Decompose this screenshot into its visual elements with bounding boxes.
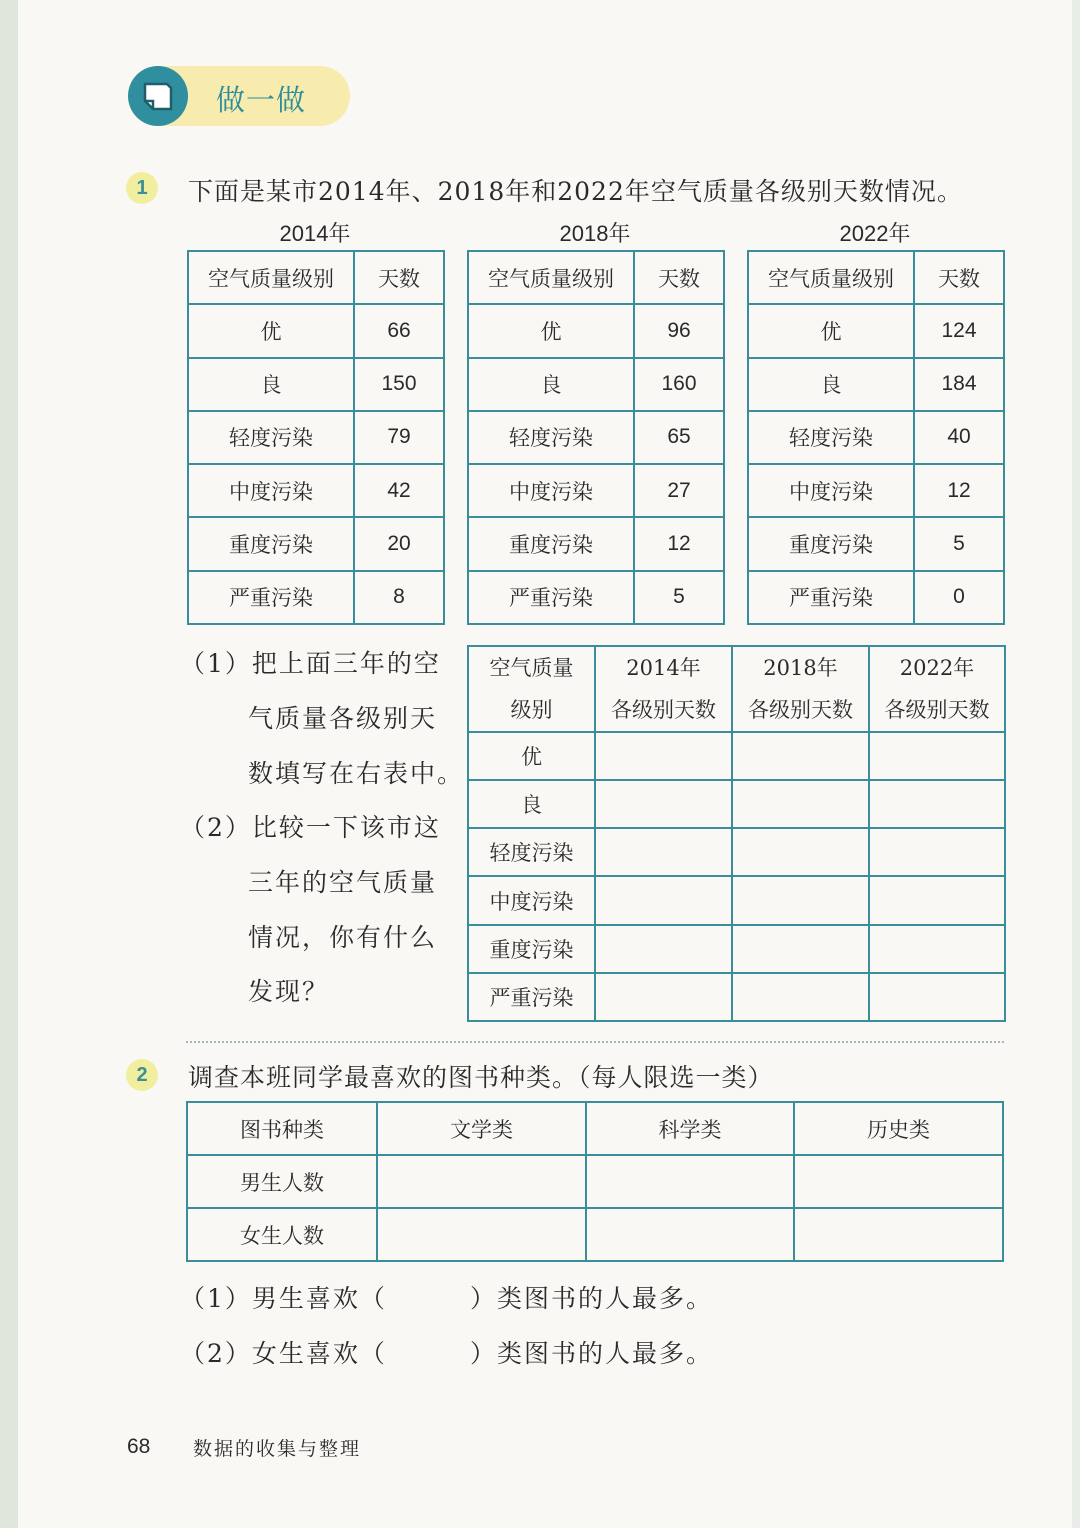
book-survey-table [186, 1101, 1004, 1262]
year-table-row [188, 464, 444, 517]
year-table-title: 2014年 [279, 221, 351, 246]
day-count: 42 [354, 464, 444, 517]
air-quality-level: 优 [468, 304, 634, 357]
combined-header-2022 [869, 646, 1005, 732]
air-quality-level: 良 [468, 358, 634, 411]
survey-row-label: 女生人数 [187, 1208, 377, 1261]
year-table-row [188, 411, 444, 464]
day-count: 79 [354, 411, 444, 464]
combined-header-level-line1: 空气质量 [489, 656, 574, 680]
fill-cell[interactable] [595, 925, 732, 973]
air-quality-level: 重度污染 [748, 517, 914, 570]
year-table [747, 250, 1005, 625]
year-table-row [468, 517, 724, 570]
combined-row [468, 973, 1005, 1021]
year-table-row [468, 571, 724, 624]
fill-cell[interactable] [869, 732, 1005, 780]
air-quality-level: 轻度污染 [188, 411, 354, 464]
air-quality-level: 中度污染 [748, 464, 914, 517]
year-table-row [748, 358, 1004, 411]
year-table-header-level: 空气质量级别 [748, 251, 914, 304]
air-quality-level: 中度污染 [188, 464, 354, 517]
question-2-text: 调查本班同学最喜欢的图书种类。（每人限选一类） [188, 1063, 774, 1092]
notebook-icon [128, 66, 188, 126]
fill-cell[interactable] [794, 1155, 1003, 1208]
combined-header-sub: 各级别天数 [611, 698, 716, 722]
combined-row [468, 876, 1005, 924]
fill-cell[interactable] [595, 876, 732, 924]
fill-cell[interactable] [586, 1208, 794, 1261]
combined-header-2014 [595, 646, 732, 732]
combined-row [468, 780, 1005, 828]
year-table-title: 2018年 [559, 221, 631, 246]
fill-cell[interactable] [586, 1155, 794, 1208]
day-count: 65 [634, 411, 724, 464]
q1-sub1-line1: （1）把上面三年的空 [180, 649, 441, 678]
day-count: 40 [914, 411, 1004, 464]
fill-cell[interactable] [869, 828, 1005, 876]
day-count: 12 [914, 464, 1004, 517]
question-number-2: 2 [126, 1059, 158, 1091]
fill-cell[interactable] [732, 732, 869, 780]
combined-header-sub: 各级别天数 [748, 698, 853, 722]
question-1-text: 下面是某市2014年、2018年和2022年空气质量各级别天数情况。 [188, 177, 963, 206]
air-quality-level: 优 [188, 304, 354, 357]
year-table [467, 250, 725, 625]
air-quality-level: 良 [748, 358, 914, 411]
q1-sub1-line2: 气质量各级别天 [248, 704, 438, 733]
q1-sub1-line3: 数填写在右表中。 [248, 759, 465, 788]
q1-sub2-line3: 情况，你有什么 [248, 923, 438, 952]
combined-header-year: 2018年 [763, 656, 838, 680]
year-table-row [748, 304, 1004, 357]
year-table-header-days: 天数 [914, 251, 1004, 304]
year-table-row [468, 358, 724, 411]
combined-level-label: 轻度污染 [468, 828, 595, 876]
fill-cell[interactable] [869, 973, 1005, 1021]
year-table-header-level: 空气质量级别 [188, 251, 354, 304]
q1-sub2-line1: （2）比较一下该市这 [180, 813, 441, 842]
survey-header-literature: 文学类 [377, 1102, 586, 1155]
year-table-row [188, 304, 444, 357]
day-count: 12 [634, 517, 724, 570]
air-quality-level: 良 [188, 358, 354, 411]
survey-header-category: 图书种类 [187, 1102, 377, 1155]
q1-sub2-line4: 发现？ [248, 977, 330, 1006]
air-quality-level: 轻度污染 [748, 411, 914, 464]
day-count: 184 [914, 358, 1004, 411]
fill-cell[interactable] [595, 828, 732, 876]
day-count: 5 [914, 517, 1004, 570]
combined-header-year: 2022年 [899, 656, 975, 680]
fill-cell[interactable] [732, 925, 869, 973]
combined-header-sub: 各级别天数 [884, 698, 990, 722]
day-count: 0 [914, 571, 1004, 624]
survey-row-boys [187, 1155, 1003, 1208]
year-table-row [188, 517, 444, 570]
combined-header-level [468, 646, 595, 732]
day-count: 66 [354, 304, 444, 357]
year-table-row [748, 464, 1004, 517]
fill-cell[interactable] [732, 828, 869, 876]
fill-cell[interactable] [869, 925, 1005, 973]
combined-header-level-line2: 级别 [510, 698, 553, 722]
year-table [187, 250, 445, 625]
air-quality-level: 轻度污染 [468, 411, 634, 464]
day-count: 150 [354, 358, 444, 411]
fill-cell[interactable] [732, 876, 869, 924]
fill-cell[interactable] [869, 780, 1005, 828]
fill-cell[interactable] [595, 732, 732, 780]
year-table-row [468, 411, 724, 464]
combined-row [468, 925, 1005, 973]
year-table-row [468, 464, 724, 517]
combined-row [468, 828, 1005, 876]
fill-cell[interactable] [732, 973, 869, 1021]
section-title: 做一做 [216, 83, 307, 117]
page-edge-shadow [0, 0, 18, 1528]
combined-header-year: 2014年 [626, 656, 701, 680]
section-divider [186, 1041, 1004, 1043]
year-table-row [748, 411, 1004, 464]
survey-row-girls [187, 1208, 1003, 1261]
day-count: 160 [634, 358, 724, 411]
fill-cell[interactable] [377, 1208, 586, 1261]
year-table-row [188, 358, 444, 411]
year-table-row [748, 517, 1004, 570]
q1-sub2-line2: 三年的空气质量 [248, 868, 438, 897]
fill-cell[interactable] [869, 876, 1005, 924]
q2-sub1-suffix: ）类图书的人最多。 [470, 1284, 714, 1313]
year-table-header-days: 天数 [354, 251, 444, 304]
fill-cell[interactable] [794, 1208, 1003, 1261]
q2-sub2-prefix: （2）女生喜欢（ [180, 1339, 387, 1368]
year-table-row [748, 571, 1004, 624]
q2-sub1-prefix: （1）男生喜欢（ [180, 1284, 387, 1313]
fill-cell[interactable] [595, 973, 732, 1021]
survey-row-label: 男生人数 [187, 1155, 377, 1208]
air-quality-level: 优 [748, 304, 914, 357]
day-count: 27 [634, 464, 724, 517]
combined-header-2018 [732, 646, 869, 732]
page-edge-right [1072, 0, 1080, 1528]
year-table-row [188, 571, 444, 624]
year-table-row [468, 304, 724, 357]
day-count: 5 [634, 571, 724, 624]
question-number-1: 1 [126, 172, 158, 204]
year-table-header-level: 空气质量级别 [468, 251, 634, 304]
combined-level-label: 中度污染 [468, 876, 595, 924]
page-number: 68 [127, 1435, 151, 1458]
chapter-title: 数据的收集与整理 [193, 1438, 362, 1460]
air-quality-level: 重度污染 [468, 517, 634, 570]
combined-level-label: 重度污染 [468, 925, 595, 973]
fill-cell[interactable] [595, 780, 732, 828]
air-quality-level: 严重污染 [188, 571, 354, 624]
year-table-header-days: 天数 [634, 251, 724, 304]
survey-header-science: 科学类 [586, 1102, 794, 1155]
air-quality-level: 中度污染 [468, 464, 634, 517]
fill-cell[interactable] [377, 1155, 586, 1208]
day-count: 124 [914, 304, 1004, 357]
fill-cell[interactable] [732, 780, 869, 828]
survey-header-history: 历史类 [794, 1102, 1003, 1155]
day-count: 96 [634, 304, 724, 357]
q2-sub2-suffix: ）类图书的人最多。 [470, 1339, 714, 1368]
combined-fill-table [467, 645, 1006, 1022]
year-table-title: 2022年 [839, 221, 911, 246]
combined-level-label: 优 [468, 732, 595, 780]
day-count: 8 [354, 571, 444, 624]
day-count: 20 [354, 517, 444, 570]
air-quality-level: 严重污染 [748, 571, 914, 624]
combined-row [468, 732, 1005, 780]
air-quality-level: 重度污染 [188, 517, 354, 570]
combined-level-label: 严重污染 [468, 973, 595, 1021]
air-quality-level: 严重污染 [468, 571, 634, 624]
combined-level-label: 良 [468, 780, 595, 828]
